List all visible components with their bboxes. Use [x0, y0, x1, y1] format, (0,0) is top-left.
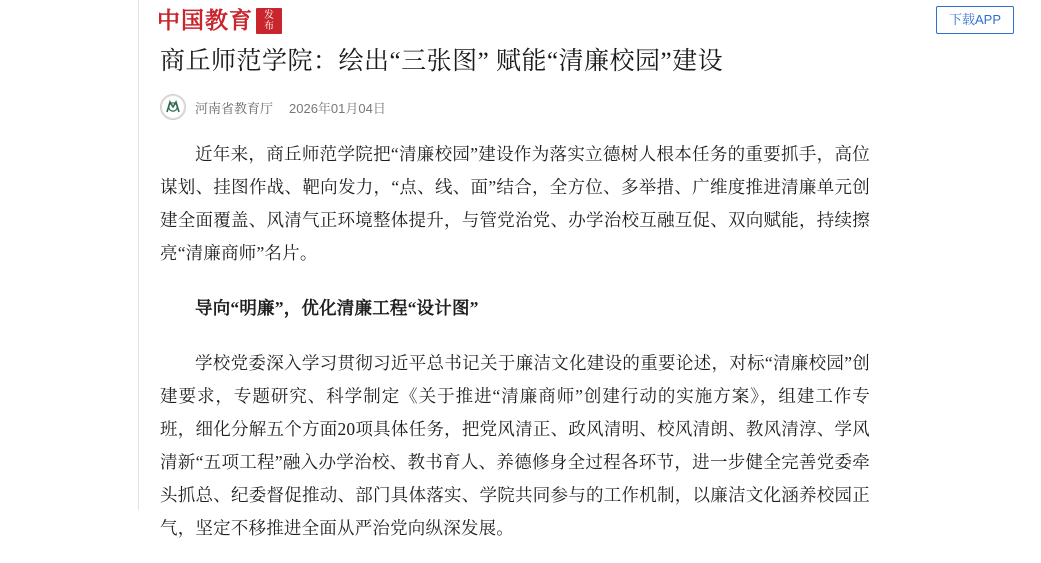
article-container — [160, 40, 870, 563]
article-source: 河南省教育厅 — [195, 100, 274, 116]
article-date: 2026年01月04日 — [289, 100, 386, 116]
site-logo-badge-line2: 布 — [264, 21, 274, 32]
page-title: 商丘师范学院：绘出“三张图” 赋能“清廉校园”建设 — [160, 48, 724, 75]
download-app-button[interactable]: 下载APP — [936, 6, 1014, 34]
site-logo-badge-line1: 发 — [264, 10, 274, 21]
site-logo[interactable] — [157, 8, 282, 34]
site-logo-badge — [256, 8, 282, 34]
article-subheading: 导向“明廉”，优化清廉工程“设计图” — [195, 298, 479, 318]
organization-avatar-icon — [160, 94, 186, 120]
left-margin-rule — [138, 0, 139, 510]
article-paragraph: 近年来，商丘师范学院把“清廉校园”建设作为落实立德树人根本任务的重要抓手，高位谋划、挂图作战、靶向发力，“点、线、面”结合，全方位、多举措、广维度推进清廉单元创建全面覆盖、风清气正环境整体提升，与管党治党、办学治校互融互促、双向赋能，持续擦亮“清廉商师”名片。 — [160, 144, 870, 263]
article-paragraph: 学校党委深入学习贯彻习近平总书记关于廉洁文化建设的重要论述，对标“清廉校园”创建要求，专题研究、科学制定《关于推进“清廉商师”创建行动的实施方案》，组建工作专班，细化分解五个方面20项具体任务，把党风清正、政风清明、校风清朗、教风清淳、学风清新“五项工程”融入办学治校、教书育人、养德修身全过程各环节，进一步健全完善党委牵头抓总、纪委督促推动、部门具体落实、学院共同参与的工作机制，以廉洁文化涵养校园正气，坚定不移推进全面从严治党向纵深发展。 — [160, 353, 870, 538]
article-body — [160, 138, 870, 545]
site-logo-text: 中国教育 — [157, 8, 253, 33]
article-meta — [160, 94, 870, 120]
